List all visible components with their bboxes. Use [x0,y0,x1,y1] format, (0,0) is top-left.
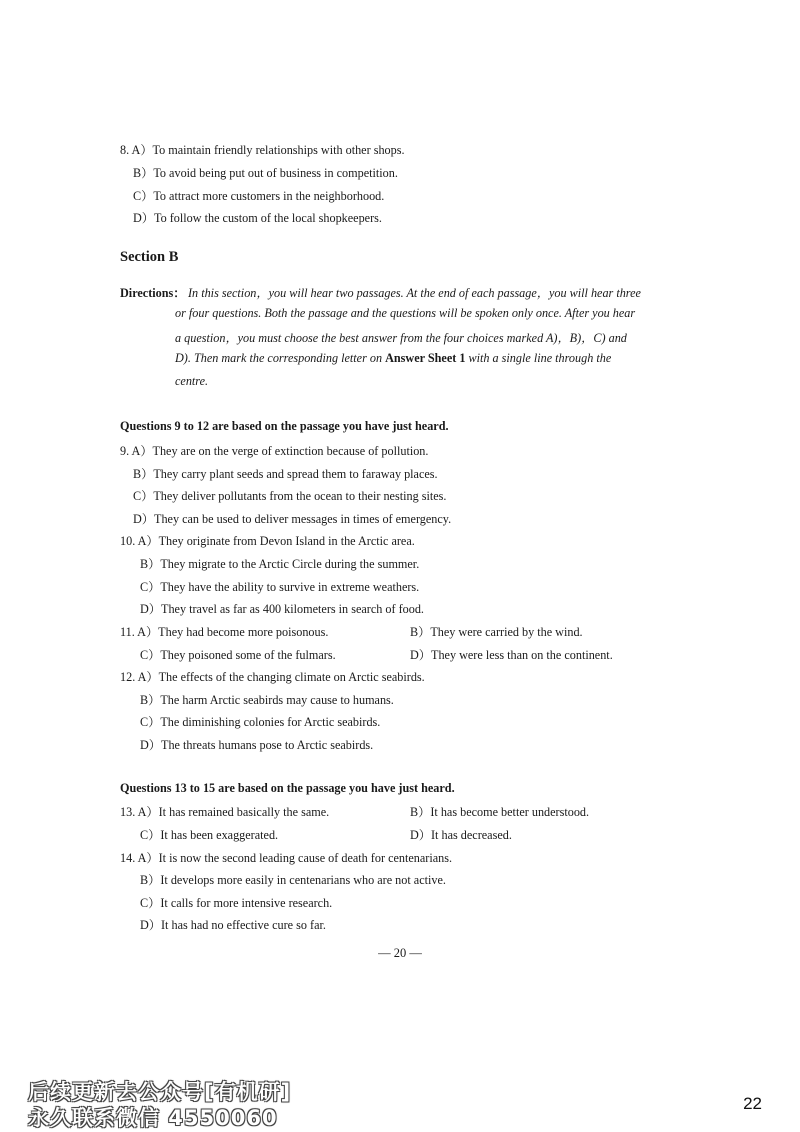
q13-a-text: It has remained basically the same. [158,805,330,819]
q13-option-a [120,803,329,820]
group1-heading: Questions 9 to 12 are based on the passage you have just heard. [120,419,449,433]
q10-c-label: C） [140,580,161,594]
q8-number: 8. A） [120,143,153,157]
q11-c-text: They poisoned some of the fulmars. [160,648,336,662]
directions-line4 [175,351,611,366]
q14-b-text: It develops more easily in centenarians who are not active. [160,873,446,887]
q11-b-label: B） [410,625,431,639]
q12-option-c [140,713,380,730]
q10-b-label: B） [140,557,161,571]
q8-b-label: B） [133,166,154,180]
q11-option-a [120,623,328,640]
q11-b-text: They were carried by the wind. [430,625,583,639]
q12-a-text: The effects of the changing climate on Arctic seabirds. [158,670,425,684]
q8-b-text: To avoid being put out of business in competition. [153,166,398,180]
q11-c-label: C） [140,648,161,662]
q8-d-label: D） [133,211,154,225]
directions-line2: or four questions. Both the passage and the questions will be spoken only once. After you hear [175,306,636,320]
q13-option-c [140,826,278,843]
q9-d-text: They can be used to deliver messages in times of emergency. [154,512,452,526]
q8-option-c [133,187,384,204]
q12-b-text: The harm Arctic seabirds may cause to humans. [160,693,394,707]
q11-number: 11. A） [120,625,159,639]
q10-d-label: D） [140,602,161,616]
q12-option-d [140,736,373,753]
q10-option-c [140,578,419,595]
q13-c-label: C） [140,828,161,842]
q11-option-c [140,646,336,663]
q14-d-label: D） [140,918,161,932]
section-title: Section B [120,249,179,265]
directions-line5: centre. [175,374,209,388]
q11-d-label: D） [410,648,431,662]
q10-option-b [140,555,419,572]
q12-number: 12. A） [120,670,159,684]
q9-option-b [133,465,438,482]
directions-label: Directions： [120,286,186,300]
q8-option-a [120,141,405,158]
q14-b-label: B） [140,873,161,887]
q12-option-b [140,691,394,708]
q12-c-text: The diminishing colonies for Arctic seabirds. [160,715,381,729]
page-number: 22 [743,1094,762,1113]
q9-c-label: C） [133,489,154,503]
q13-d-label: D） [410,828,431,842]
watermark-line2: 永久联系微信 4550060 [28,1106,278,1130]
q8-a-text: To maintain friendly relationships with other shops. [152,143,405,157]
q11-option-d [410,646,613,663]
q13-c-text: It has been exaggerated. [160,828,279,842]
directions-line4-pre: D). Then mark the corresponding letter on [175,351,386,365]
q14-option-c [140,894,332,911]
q14-d-text: It has had no effective cure so far. [161,918,326,932]
q9-number: 9. A） [120,444,153,458]
q13-option-b [410,803,589,820]
q8-c-text: To attract more customers in the neighborhood. [153,189,385,203]
q13-option-d [410,826,512,843]
q9-a-text: They are on the verge of extinction because of pollution. [152,444,429,458]
q14-option-b [140,871,446,888]
q10-b-text: They migrate to the Arctic Circle during the summer. [160,557,420,571]
directions-line1: In this section，you will hear two passages. At the end of each passage，you will hear three [188,286,641,300]
q11-option-b [410,623,583,640]
q12-option-a [120,668,425,685]
q14-c-label: C） [140,896,161,910]
q12-d-label: D） [140,738,161,752]
q9-option-c [133,487,446,504]
group2-heading: Questions 13 to 15 are based on the passage you have just heard. [120,781,455,795]
watermark-line1: 后续更新去公众号[有机研] [28,1080,292,1104]
q9-b-label: B） [133,467,154,481]
q8-option-b [133,164,398,181]
q9-option-a [120,442,428,459]
q12-b-label: B） [140,693,161,707]
q9-d-label: D） [133,512,154,526]
q10-d-text: They travel as far as 400 kilometers in search of food. [161,602,424,616]
q13-b-text: It has become better understood. [430,805,590,819]
q14-number: 14. A） [120,851,159,865]
q10-option-d [140,600,424,617]
q9-c-text: They deliver pollutants from the ocean to their nesting sites. [153,489,447,503]
q9-option-d [133,510,451,527]
q9-b-text: They carry plant seeds and spread them to faraway places. [153,467,438,481]
directions-line3: a question，you must choose the best answer from the four choices marked A)，B)，C) and [175,331,627,345]
q10-number: 10. A） [120,534,159,548]
q13-number: 13. A） [120,805,159,819]
q8-c-label: C） [133,189,154,203]
page-footer: — 20 — [378,946,422,960]
q13-d-text: It has decreased. [431,828,512,842]
directions-line4-post: with a single line through the [465,351,612,365]
answer-sheet-label: Answer Sheet 1 [385,351,466,365]
q11-d-text: They were less than on the continent. [431,648,613,662]
q14-option-d [140,916,326,933]
q10-a-text: They originate from Devon Island in the Arctic area. [158,534,415,548]
q14-c-text: It calls for more intensive research. [160,896,333,910]
q12-c-label: C） [140,715,161,729]
q14-a-text: It is now the second leading cause of death for centenarians. [158,851,453,865]
q10-c-text: They have the ability to survive in extreme weathers. [160,580,420,594]
q8-option-d [133,209,382,226]
q13-b-label: B） [410,805,431,819]
q10-option-a [120,532,415,549]
q12-d-text: The threats humans pose to Arctic seabirds. [161,738,374,752]
q8-d-text: To follow the custom of the local shopkeepers. [154,211,382,225]
q14-option-a [120,849,452,866]
q11-a-text: They had become more poisonous. [158,625,329,639]
